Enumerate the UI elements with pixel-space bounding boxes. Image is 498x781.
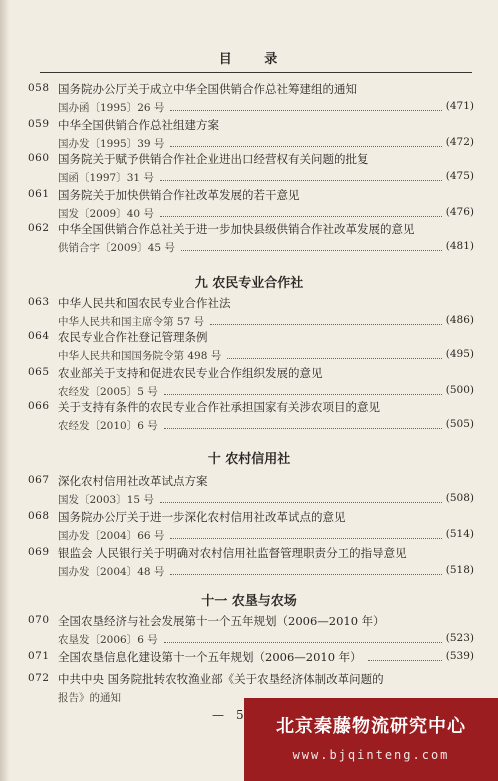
leader-dots (210, 324, 442, 325)
leader-dots (368, 660, 442, 661)
entry-page-number: (514) (445, 528, 474, 540)
entry-title[interactable]: 中华人民共和国农民专业合作社法 (58, 296, 231, 310)
watermark-banner (244, 698, 498, 781)
entry-title[interactable]: 全国农垦经济与社会发展第十一个五年规划（2006—2010 年） (58, 614, 385, 628)
entry-page-number: (471) (445, 100, 474, 112)
entry-title[interactable]: 国务院办公厅关于成立中华全国供销合作总社筹建组的通知 (58, 82, 357, 96)
entry-number: 061 (28, 188, 50, 200)
entry-number: 065 (28, 366, 50, 378)
section-heading: 九 农民专业合作社 (194, 276, 304, 291)
entry-title[interactable]: 全国农垦信息化建设第十一个五年规划（2006—2010 年） (58, 650, 362, 664)
leader-dots (164, 642, 442, 643)
entry-document-number: 供销合字〔2009〕45 号 (58, 242, 175, 254)
entry-document-number: 报告》的通知 (58, 692, 121, 704)
entry-number: 062 (28, 222, 50, 234)
entry-document-number: 国函〔1997〕31 号 (58, 172, 154, 184)
entry-document-number: 国办发〔2004〕66 号 (58, 530, 165, 542)
entry-page-number: (508) (445, 492, 474, 504)
section-heading: 十 农村信用社 (207, 452, 291, 467)
entry-number: 072 (28, 672, 50, 684)
entry-number: 071 (28, 650, 50, 662)
entry-page-number: (475) (445, 170, 474, 182)
entry-page-number: (523) (445, 632, 474, 644)
entry-document-number: 国发〔2003〕15 号 (58, 494, 154, 506)
entry-page-number: (539) (445, 650, 474, 662)
entry-number: 063 (28, 296, 50, 308)
entry-title[interactable]: 深化农村信用社改革试点方案 (58, 474, 208, 488)
entry-page-number: (518) (445, 564, 474, 576)
entry-title[interactable]: 国务院关于赋予供销合作社企业进出口经营权有关问题的批复 (58, 152, 369, 166)
entry-document-number: 国办函〔1995〕26 号 (58, 102, 165, 114)
leader-dots (160, 502, 442, 503)
entry-title[interactable]: 农业部关于支持和促进农民专业合作组织发展的意见 (58, 366, 323, 380)
leader-dots (164, 394, 442, 395)
entry-number: 068 (28, 510, 50, 522)
leader-dots (170, 146, 441, 147)
entry-number: 060 (28, 152, 50, 164)
entry-title[interactable]: 国务院办公厅关于进一步深化农村信用社改革试点的意见 (58, 510, 346, 524)
entry-number: 064 (28, 330, 50, 342)
entry-page-number: (495) (445, 348, 474, 360)
entry-page-number: (481) (445, 240, 474, 252)
entry-number: 066 (28, 400, 50, 412)
entry-title[interactable]: 中华全国供销合作总社关于进一步加快县级供销合作社改革发展的意见 (58, 222, 415, 236)
entry-number: 067 (28, 474, 50, 486)
footer-page-number: 5 (236, 708, 244, 722)
entry-document-number: 中华人民共和国主席令第 57 号 (58, 316, 205, 328)
entry-title[interactable]: 中共中央 国务院批转农牧渔业部《关于农垦经济体制改革问题的 (58, 672, 384, 686)
entry-title[interactable]: 国务院关于加快供销合作社改革发展的若干意见 (58, 188, 300, 202)
leader-dots (160, 180, 442, 181)
entry-number: 069 (28, 546, 50, 558)
entry-page-number: (472) (445, 136, 474, 148)
running-head: 目 录 (218, 52, 292, 67)
entry-document-number: 中华人民共和国国务院令第 498 号 (58, 350, 222, 362)
section-heading: 十一 农垦与农场 (201, 594, 297, 609)
entry-title[interactable]: 银监会 人民银行关于明确对农村信用社监督管理职责分工的指导意见 (58, 546, 407, 560)
leader-dots (227, 358, 442, 359)
entry-document-number: 国办发〔1995〕39 号 (58, 138, 165, 150)
entry-document-number: 农经发〔2010〕6 号 (58, 420, 158, 432)
watermark-url: www.bjqinteng.com (292, 748, 450, 762)
entry-title[interactable]: 中华全国供销合作总社组建方案 (58, 118, 219, 132)
leader-dots (181, 250, 442, 251)
footer-dash-left: — (212, 708, 224, 722)
entry-title[interactable]: 关于支持有条件的农民专业合作社承担国家有关涉农项目的意见 (58, 400, 380, 414)
leader-dots (160, 216, 442, 217)
entry-page-number: (486) (445, 314, 474, 326)
entry-number: 058 (28, 82, 50, 94)
entry-number: 059 (28, 118, 50, 130)
leader-dots (170, 574, 441, 575)
leader-dots (170, 538, 441, 539)
entry-page-number: (476) (445, 206, 474, 218)
entry-number: 070 (28, 614, 50, 626)
entry-document-number: 国办发〔2004〕48 号 (58, 566, 165, 578)
entry-document-number: 国发〔2009〕40 号 (58, 208, 154, 220)
entry-title[interactable]: 农民专业合作社登记管理条例 (58, 330, 208, 344)
entry-page-number: (505) (445, 418, 474, 430)
entry-document-number: 农垦发〔2006〕6 号 (58, 634, 158, 646)
entry-page-number: (500) (445, 384, 474, 396)
watermark-title: 北京秦藤物流研究中心 (276, 716, 466, 737)
leader-dots (164, 428, 442, 429)
leader-dots (170, 110, 441, 111)
entry-document-number: 农经发〔2005〕5 号 (58, 386, 158, 398)
